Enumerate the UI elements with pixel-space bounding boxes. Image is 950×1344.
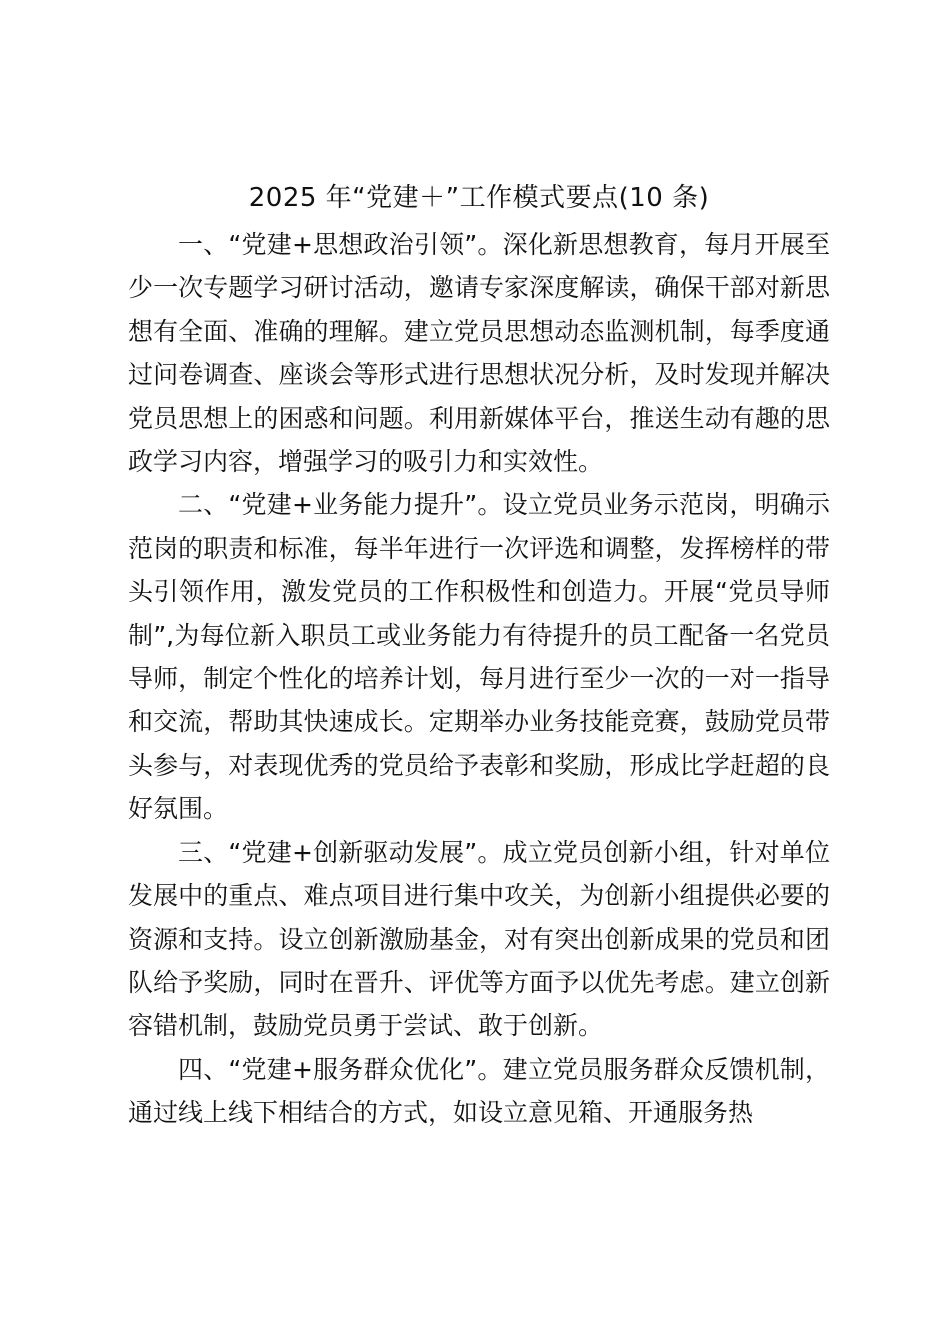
paragraph-1: 一、“党建+思想政治引领”。深化新思想教育，每月开展至少一次专题学习研讨活动，邀请专家深度解读，确保干部对新思想有全面、准确的理解。建立党员思想动态监测机制，每季度通过问卷调查、座谈会等形式进行思想状况分析，及时发现并解决党员思想上的困惑和问题。利用新媒体平台，推送生动有趣的思政学习内容，增强学习的吸引力和实效性。	[128, 230, 830, 477]
paragraph-4: 四、“党建+服务群众优化”。建立党员服务群众反馈机制，通过线上线下相结合的方式，如设立意见箱、开通服务热	[128, 1054, 830, 1128]
document-body	[128, 223, 830, 1135]
paragraph-3: 三、“党建+创新驱动发展”。成立党员创新小组，针对单位发展中的重点、难点项目进行集中攻关，为创新小组提供必要的资源和支持。设立创新激励基金，对有突出创新成果的党员和团队给予奖励，同时在晋升、评优等方面予以优先考虑。建立创新容错机制，鼓励党员勇于尝试、敢于创新。	[128, 837, 830, 1041]
paragraph-2: 二、“党建+业务能力提升”。设立党员业务示范岗，明确示范岗的职责和标准，每半年进行一次评选和调整，发挥榜样的带头引领作用，激发党员的工作积极性和创造力。开展“党员导师制”,为每位新入职员工或业务能力有待提升的员工配备一名党员导师，制定个性化的培养计划，每月进行至少一次的一对一指导和交流，帮助其快速成长。定期举办业务技能竞赛，鼓励党员带头参与，对表现优秀的党员给予表彰和奖励，形成比学赶超的良好氛围。	[128, 490, 830, 824]
document-title: 2025 年“党建＋”工作模式要点(10 条)	[248, 183, 710, 213]
